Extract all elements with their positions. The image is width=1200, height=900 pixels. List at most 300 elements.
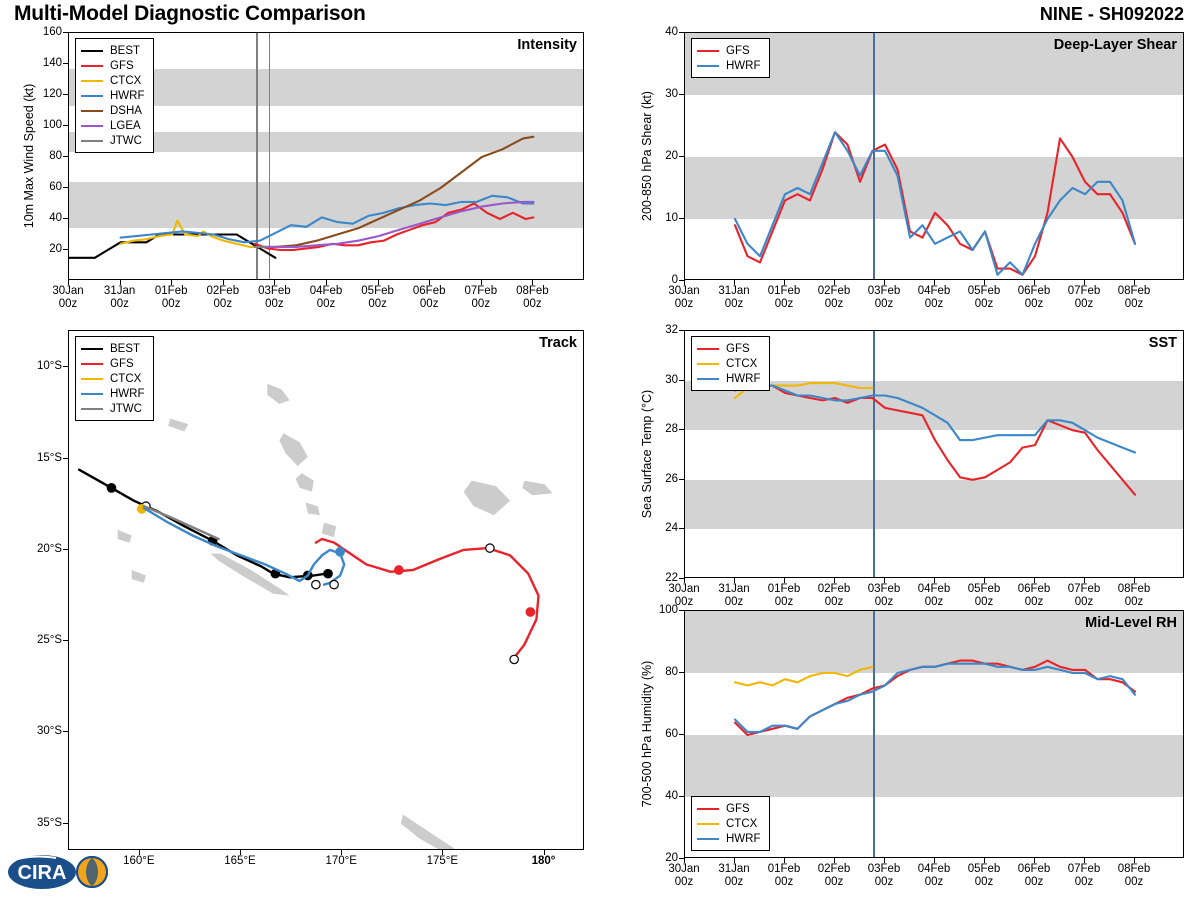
svg-text:CIRA: CIRA (17, 862, 67, 884)
lat-tick-mark (63, 549, 68, 550)
track-panel-label: Track (539, 335, 577, 351)
x-tick-date: 04Feb (309, 285, 343, 297)
y-tick-label: 100 (42, 119, 62, 131)
x-tick-mark (934, 578, 935, 583)
x-tick-hour: 00z (974, 596, 994, 608)
x-tick-hour: 00z (110, 298, 129, 310)
lat-tick-label: 35°S (36, 816, 62, 829)
x-tick-label (413, 285, 446, 311)
lat-tick-label: 30°S (36, 725, 62, 738)
y-tick-mark (63, 94, 68, 95)
x-tick-hour: 00z (874, 298, 894, 310)
x-tick-label (464, 285, 497, 311)
legend-swatch (81, 378, 103, 380)
x-tick-hour: 00z (774, 596, 794, 608)
x-tick-hour: 00z (58, 298, 78, 310)
lat-tick-mark (63, 458, 68, 459)
coastline-polygon (267, 384, 289, 404)
x-tick-hour: 00z (924, 298, 944, 310)
x-tick-mark (1134, 858, 1135, 863)
x-tick-mark (734, 280, 735, 285)
track-marker-hwrf (336, 548, 344, 556)
x-tick-label (768, 285, 801, 311)
x-tick-hour: 00z (265, 298, 284, 310)
legend-swatch (81, 393, 103, 395)
rh-panel (640, 604, 1184, 888)
rh-panel-label: Mid-Level RH (1085, 615, 1177, 631)
x-tick-label (868, 583, 901, 609)
lon-tick-label: 180° (531, 855, 556, 867)
y-tick-mark (679, 734, 684, 735)
x-tick-date: 08Feb (1117, 863, 1151, 875)
x-tick-date: 02Feb (817, 863, 851, 875)
x-tick-label (718, 583, 749, 609)
track-line-gfs (316, 539, 539, 658)
legend-label: GFS (726, 342, 750, 355)
y-tick-label: 140 (42, 57, 62, 69)
legend-swatch (81, 363, 103, 365)
y-tick-label: 0 (671, 274, 678, 286)
legend-label: CTCX (110, 372, 142, 385)
legend-swatch (81, 110, 103, 112)
legend-label: CTCX (726, 357, 758, 370)
x-tick-hour: 00z (724, 596, 744, 608)
x-tick-label (52, 285, 83, 311)
y-tick-mark (679, 380, 684, 381)
page-title: Multi-Model Diagnostic Comparison (14, 2, 366, 25)
x-tick-label (918, 285, 951, 311)
x-tick-date: 03Feb (258, 285, 291, 297)
y-tick-label: 120 (42, 88, 62, 100)
x-tick-date: 02Feb (817, 285, 851, 297)
x-tick-date: 30Jan (52, 285, 84, 297)
legend-item-gfs[interactable] (697, 801, 761, 816)
legend-label: CTCX (726, 817, 758, 830)
x-tick-hour: 00z (774, 876, 794, 888)
lon-tick-label: 165°E (224, 855, 256, 867)
x-tick-date: 06Feb (1017, 583, 1051, 595)
legend-item-ctcx[interactable] (697, 356, 761, 371)
legend-label: JTWC (110, 134, 142, 147)
track-marker-gfs (395, 566, 403, 574)
intensity-panel (22, 26, 584, 310)
legend-item-ctcx[interactable] (697, 816, 761, 831)
x-tick-date: 06Feb (1017, 863, 1051, 875)
x-tick-hour: 00z (471, 298, 491, 310)
y-tick-label: 20 (665, 852, 678, 864)
x-tick-mark (1084, 280, 1085, 285)
legend-item-jtwc[interactable] (81, 133, 145, 148)
y-tick-label: 10 (665, 212, 678, 224)
x-tick-mark (1034, 578, 1035, 583)
x-tick-label (1018, 863, 1051, 889)
lat-tick-mark (63, 640, 68, 641)
lat-tick-label: 20°S (36, 542, 62, 555)
legend-swatch (81, 50, 103, 52)
legend-label: CTCX (110, 74, 142, 87)
x-tick-label (668, 863, 699, 889)
y-tick-mark (679, 672, 684, 673)
x-tick-hour: 00z (824, 596, 844, 608)
y-tick-label: 60 (665, 728, 678, 740)
legend-label: GFS (110, 357, 134, 370)
x-tick-mark (1084, 858, 1085, 863)
legend-swatch (81, 65, 103, 67)
y-tick-mark (679, 156, 684, 157)
x-tick-mark (784, 280, 785, 285)
legend-swatch (81, 408, 103, 410)
x-tick-mark (1084, 578, 1085, 583)
series-line-gfs (735, 661, 1135, 735)
x-tick-mark (884, 280, 885, 285)
y-tick-label: 30 (665, 373, 678, 386)
lon-tick-mark (442, 850, 443, 855)
y-axis-title: Sea Surface Temp (°C) (640, 389, 654, 519)
track-line-best (79, 470, 326, 578)
x-tick-date: 31Jan (718, 285, 750, 297)
x-tick-hour: 00z (674, 876, 694, 888)
x-tick-date: 02Feb (206, 285, 240, 297)
x-tick-date: 08Feb (1117, 583, 1151, 595)
x-tick-hour: 00z (368, 298, 387, 310)
legend-swatch (697, 50, 719, 52)
legend[interactable] (691, 38, 770, 78)
x-tick-mark (326, 280, 327, 285)
coastline-polygon (118, 530, 132, 543)
series-line-gfs (735, 132, 1135, 275)
coastline-polygon (168, 419, 188, 432)
track-marker-best (324, 569, 332, 577)
x-tick-hour: 00z (1024, 876, 1044, 888)
x-tick-mark (1134, 280, 1135, 285)
legend-item-hwrf[interactable] (697, 58, 761, 73)
track-marker-hwrf (330, 580, 338, 588)
y-tick-label: 20 (49, 243, 62, 255)
coastline-polygon (306, 503, 320, 516)
x-tick-label (1118, 863, 1151, 889)
x-tick-label (361, 285, 394, 311)
legend-item-gfs[interactable] (697, 43, 761, 58)
y-tick-label: 40 (49, 212, 62, 224)
track-marker-gfs (510, 655, 518, 663)
x-tick-hour: 00z (924, 596, 944, 608)
x-tick-date: 31Jan (718, 583, 750, 595)
x-tick-mark (1134, 578, 1135, 583)
x-tick-date: 03Feb (867, 583, 901, 595)
legend-swatch (81, 95, 103, 97)
lon-tick-label: 170°E (325, 855, 357, 867)
y-tick-label: 26 (665, 472, 678, 485)
x-tick-date: 05Feb (967, 285, 1001, 297)
y-tick-label: 80 (665, 666, 678, 678)
x-tick-hour: 00z (674, 596, 694, 608)
y-axis-title: 200-850 hPa Shear (kt) (640, 91, 654, 221)
lat-tick-mark (63, 366, 68, 367)
track-marker-best (107, 484, 115, 492)
y-tick-label: 100 (658, 604, 678, 616)
x-tick-hour: 00z (523, 298, 542, 310)
legend[interactable] (75, 38, 154, 153)
track-panel (36, 330, 584, 867)
legend-item-gfs[interactable] (697, 341, 761, 356)
x-tick-hour: 00z (419, 298, 439, 310)
x-tick-date: 02Feb (817, 583, 851, 595)
y-tick-mark (63, 187, 68, 188)
legend-item-hwrf[interactable] (81, 386, 145, 401)
legend-label: GFS (726, 802, 750, 815)
x-tick-mark (984, 578, 985, 583)
legend-item-hwrf[interactable] (697, 831, 761, 846)
x-tick-mark (684, 858, 685, 863)
legend-item-hwrf[interactable] (697, 371, 761, 386)
legend-item-gfs[interactable] (81, 58, 145, 73)
legend-swatch (697, 348, 719, 350)
sst-panel-label: SST (1148, 335, 1177, 351)
x-tick-mark (934, 858, 935, 863)
legend-label: BEST (110, 44, 141, 57)
x-tick-hour: 00z (1124, 876, 1144, 888)
x-tick-mark (274, 280, 275, 285)
legend-label: JTWC (110, 402, 142, 415)
sst-panel (640, 324, 1184, 608)
x-tick-hour: 00z (724, 876, 744, 888)
x-tick-date: 30Jan (668, 583, 700, 595)
y-axis-title: 700-500 hPa Humidity (%) (640, 660, 654, 808)
x-tick-date: 31Jan (718, 863, 750, 875)
x-tick-label (1018, 285, 1051, 311)
x-tick-mark (429, 280, 430, 285)
lat-tick-label: 15°S (36, 451, 62, 464)
x-tick-date: 30Jan (668, 863, 700, 875)
legend-label: GFS (110, 59, 134, 72)
legend[interactable] (691, 796, 770, 851)
series-line-hwrf (735, 664, 1135, 732)
lon-tick-mark (139, 850, 140, 855)
legend-label: LGEA (110, 119, 141, 132)
x-tick-hour: 00z (1024, 298, 1044, 310)
x-tick-date: 03Feb (867, 285, 901, 297)
x-tick-date: 01Feb (154, 285, 188, 297)
track-legend[interactable] (75, 336, 154, 421)
x-tick-mark (984, 280, 985, 285)
legend-label: HWRF (110, 387, 145, 400)
legend-item-ctcx[interactable] (81, 73, 145, 88)
y-tick-mark (679, 330, 684, 331)
storm-id: NINE - SH092022 (1039, 4, 1184, 24)
x-tick-mark (684, 578, 685, 583)
y-tick-label: 24 (665, 522, 678, 535)
x-tick-date: 05Feb (361, 285, 394, 297)
legend-swatch (81, 140, 103, 142)
x-tick-label (718, 285, 749, 311)
x-tick-hour: 00z (774, 298, 794, 310)
coastline-polygon (279, 433, 307, 466)
legend-item-best[interactable] (81, 43, 145, 58)
y-tick-mark (63, 32, 68, 33)
y-tick-mark (63, 156, 68, 157)
y-tick-label: 160 (42, 26, 62, 38)
x-tick-mark (378, 280, 379, 285)
legend-swatch (697, 363, 719, 365)
legend-swatch (697, 378, 719, 380)
track-marker-gfs (526, 608, 534, 616)
legend-item-jtwc[interactable] (81, 401, 145, 416)
x-tick-label (968, 583, 1001, 609)
intensity-panel-label: Intensity (517, 37, 577, 53)
x-tick-hour: 00z (213, 298, 233, 310)
y-tick-label: 40 (665, 26, 678, 38)
shear-panel-label: Deep-Layer Shear (1053, 37, 1177, 53)
x-tick-hour: 00z (1074, 298, 1094, 310)
y-tick-mark (679, 429, 684, 430)
x-tick-label (918, 863, 951, 889)
legend-label: HWRF (726, 832, 761, 845)
x-tick-mark (1034, 280, 1035, 285)
x-tick-hour: 00z (161, 298, 181, 310)
x-tick-hour: 00z (1024, 596, 1044, 608)
x-tick-label (968, 285, 1001, 311)
shear-panel (640, 26, 1184, 310)
x-tick-label (868, 863, 901, 889)
x-tick-mark (834, 578, 835, 583)
coastline-polygon (132, 570, 146, 583)
x-tick-label (718, 863, 749, 889)
x-tick-label (206, 285, 239, 311)
x-tick-label (968, 863, 1001, 889)
legend-label: HWRF (726, 372, 761, 385)
x-tick-mark (1034, 858, 1035, 863)
x-tick-mark (223, 280, 224, 285)
x-tick-label (768, 863, 801, 889)
x-tick-date: 05Feb (967, 583, 1001, 595)
x-tick-hour: 00z (974, 298, 994, 310)
x-tick-label (516, 285, 549, 311)
x-tick-date: 04Feb (917, 863, 951, 875)
x-tick-hour: 00z (924, 876, 944, 888)
x-tick-label (1068, 863, 1101, 889)
legend-item-dsha[interactable] (81, 103, 145, 118)
y-tick-mark (679, 94, 684, 95)
x-tick-mark (120, 280, 121, 285)
legend-item-hwrf[interactable] (81, 88, 145, 103)
x-tick-label (155, 285, 188, 311)
y-axis-title: 10m Max Wind Speed (kt) (22, 83, 36, 229)
legend[interactable] (691, 336, 770, 391)
x-tick-hour: 00z (874, 596, 894, 608)
x-tick-hour: 00z (824, 876, 844, 888)
track-marker-hwrf (312, 580, 320, 588)
y-tick-label: 40 (665, 790, 678, 802)
series-line-gfs (735, 386, 1135, 495)
x-tick-label (1118, 285, 1151, 311)
x-tick-hour: 00z (1124, 298, 1144, 310)
legend-label: HWRF (726, 59, 761, 72)
legend-label: BEST (110, 342, 141, 355)
cira-logo (8, 848, 128, 894)
y-tick-mark (63, 63, 68, 64)
x-tick-label (868, 285, 901, 311)
series-line-hwrf (735, 383, 1135, 452)
x-tick-mark (532, 280, 533, 285)
legend-item-lgea[interactable] (81, 118, 145, 133)
legend-item-best[interactable] (81, 341, 145, 356)
x-tick-mark (734, 578, 735, 583)
x-tick-label (1018, 583, 1051, 609)
y-tick-mark (679, 479, 684, 480)
lon-tick-label: 175°E (426, 855, 459, 867)
x-tick-label (1068, 285, 1101, 311)
x-tick-hour: 00z (974, 876, 994, 888)
coastline-polygon (296, 473, 314, 491)
x-tick-date: 07Feb (1067, 583, 1101, 595)
x-tick-label (918, 583, 951, 609)
x-tick-hour: 00z (1074, 876, 1094, 888)
x-tick-label (1068, 583, 1101, 609)
x-tick-label (310, 285, 343, 311)
x-tick-date: 01Feb (767, 285, 801, 297)
x-tick-label (1118, 583, 1151, 609)
legend-item-gfs[interactable] (81, 356, 145, 371)
coastline-polygon (401, 815, 456, 851)
coastline-polygon (322, 523, 336, 538)
y-tick-label: 20 (665, 150, 678, 162)
y-tick-label: 22 (665, 572, 678, 584)
y-tick-mark (679, 796, 684, 797)
x-tick-date: 30Jan (668, 285, 700, 297)
legend-label: HWRF (110, 89, 145, 102)
y-tick-mark (679, 218, 684, 219)
legend-item-ctcx[interactable] (81, 371, 145, 386)
y-tick-mark (63, 249, 68, 250)
x-tick-mark (171, 280, 172, 285)
lon-tick-mark (341, 850, 342, 855)
legend-swatch (697, 808, 719, 810)
x-tick-hour: 00z (1124, 596, 1144, 608)
x-tick-mark (984, 858, 985, 863)
x-tick-mark (68, 280, 69, 285)
x-tick-date: 04Feb (917, 583, 951, 595)
x-tick-hour: 00z (874, 876, 894, 888)
x-tick-date: 06Feb (1017, 285, 1051, 297)
x-tick-mark (481, 280, 482, 285)
y-tick-label: 80 (49, 150, 62, 162)
series-line-ctcx (735, 667, 873, 686)
legend-swatch (697, 838, 719, 840)
x-tick-mark (834, 280, 835, 285)
x-tick-date: 01Feb (767, 583, 801, 595)
lon-tick-label: 160°E (123, 855, 155, 867)
x-tick-mark (884, 578, 885, 583)
x-tick-label (258, 285, 291, 311)
lat-tick-mark (63, 731, 68, 732)
x-tick-hour: 00z (1074, 596, 1094, 608)
x-tick-mark (834, 858, 835, 863)
x-tick-mark (684, 280, 685, 285)
x-tick-hour: 00z (674, 298, 694, 310)
x-tick-mark (784, 578, 785, 583)
legend-swatch (697, 65, 719, 67)
legend-label: DSHA (110, 104, 142, 117)
x-tick-label (668, 285, 699, 311)
x-tick-hour: 00z (724, 298, 744, 310)
lat-tick-label: 10°S (36, 360, 62, 373)
lon-tick-mark (544, 850, 545, 855)
y-tick-label: 32 (665, 324, 678, 336)
legend-swatch (81, 125, 103, 127)
legend-label: GFS (726, 44, 750, 57)
x-tick-mark (934, 280, 935, 285)
legend-swatch (697, 823, 719, 825)
